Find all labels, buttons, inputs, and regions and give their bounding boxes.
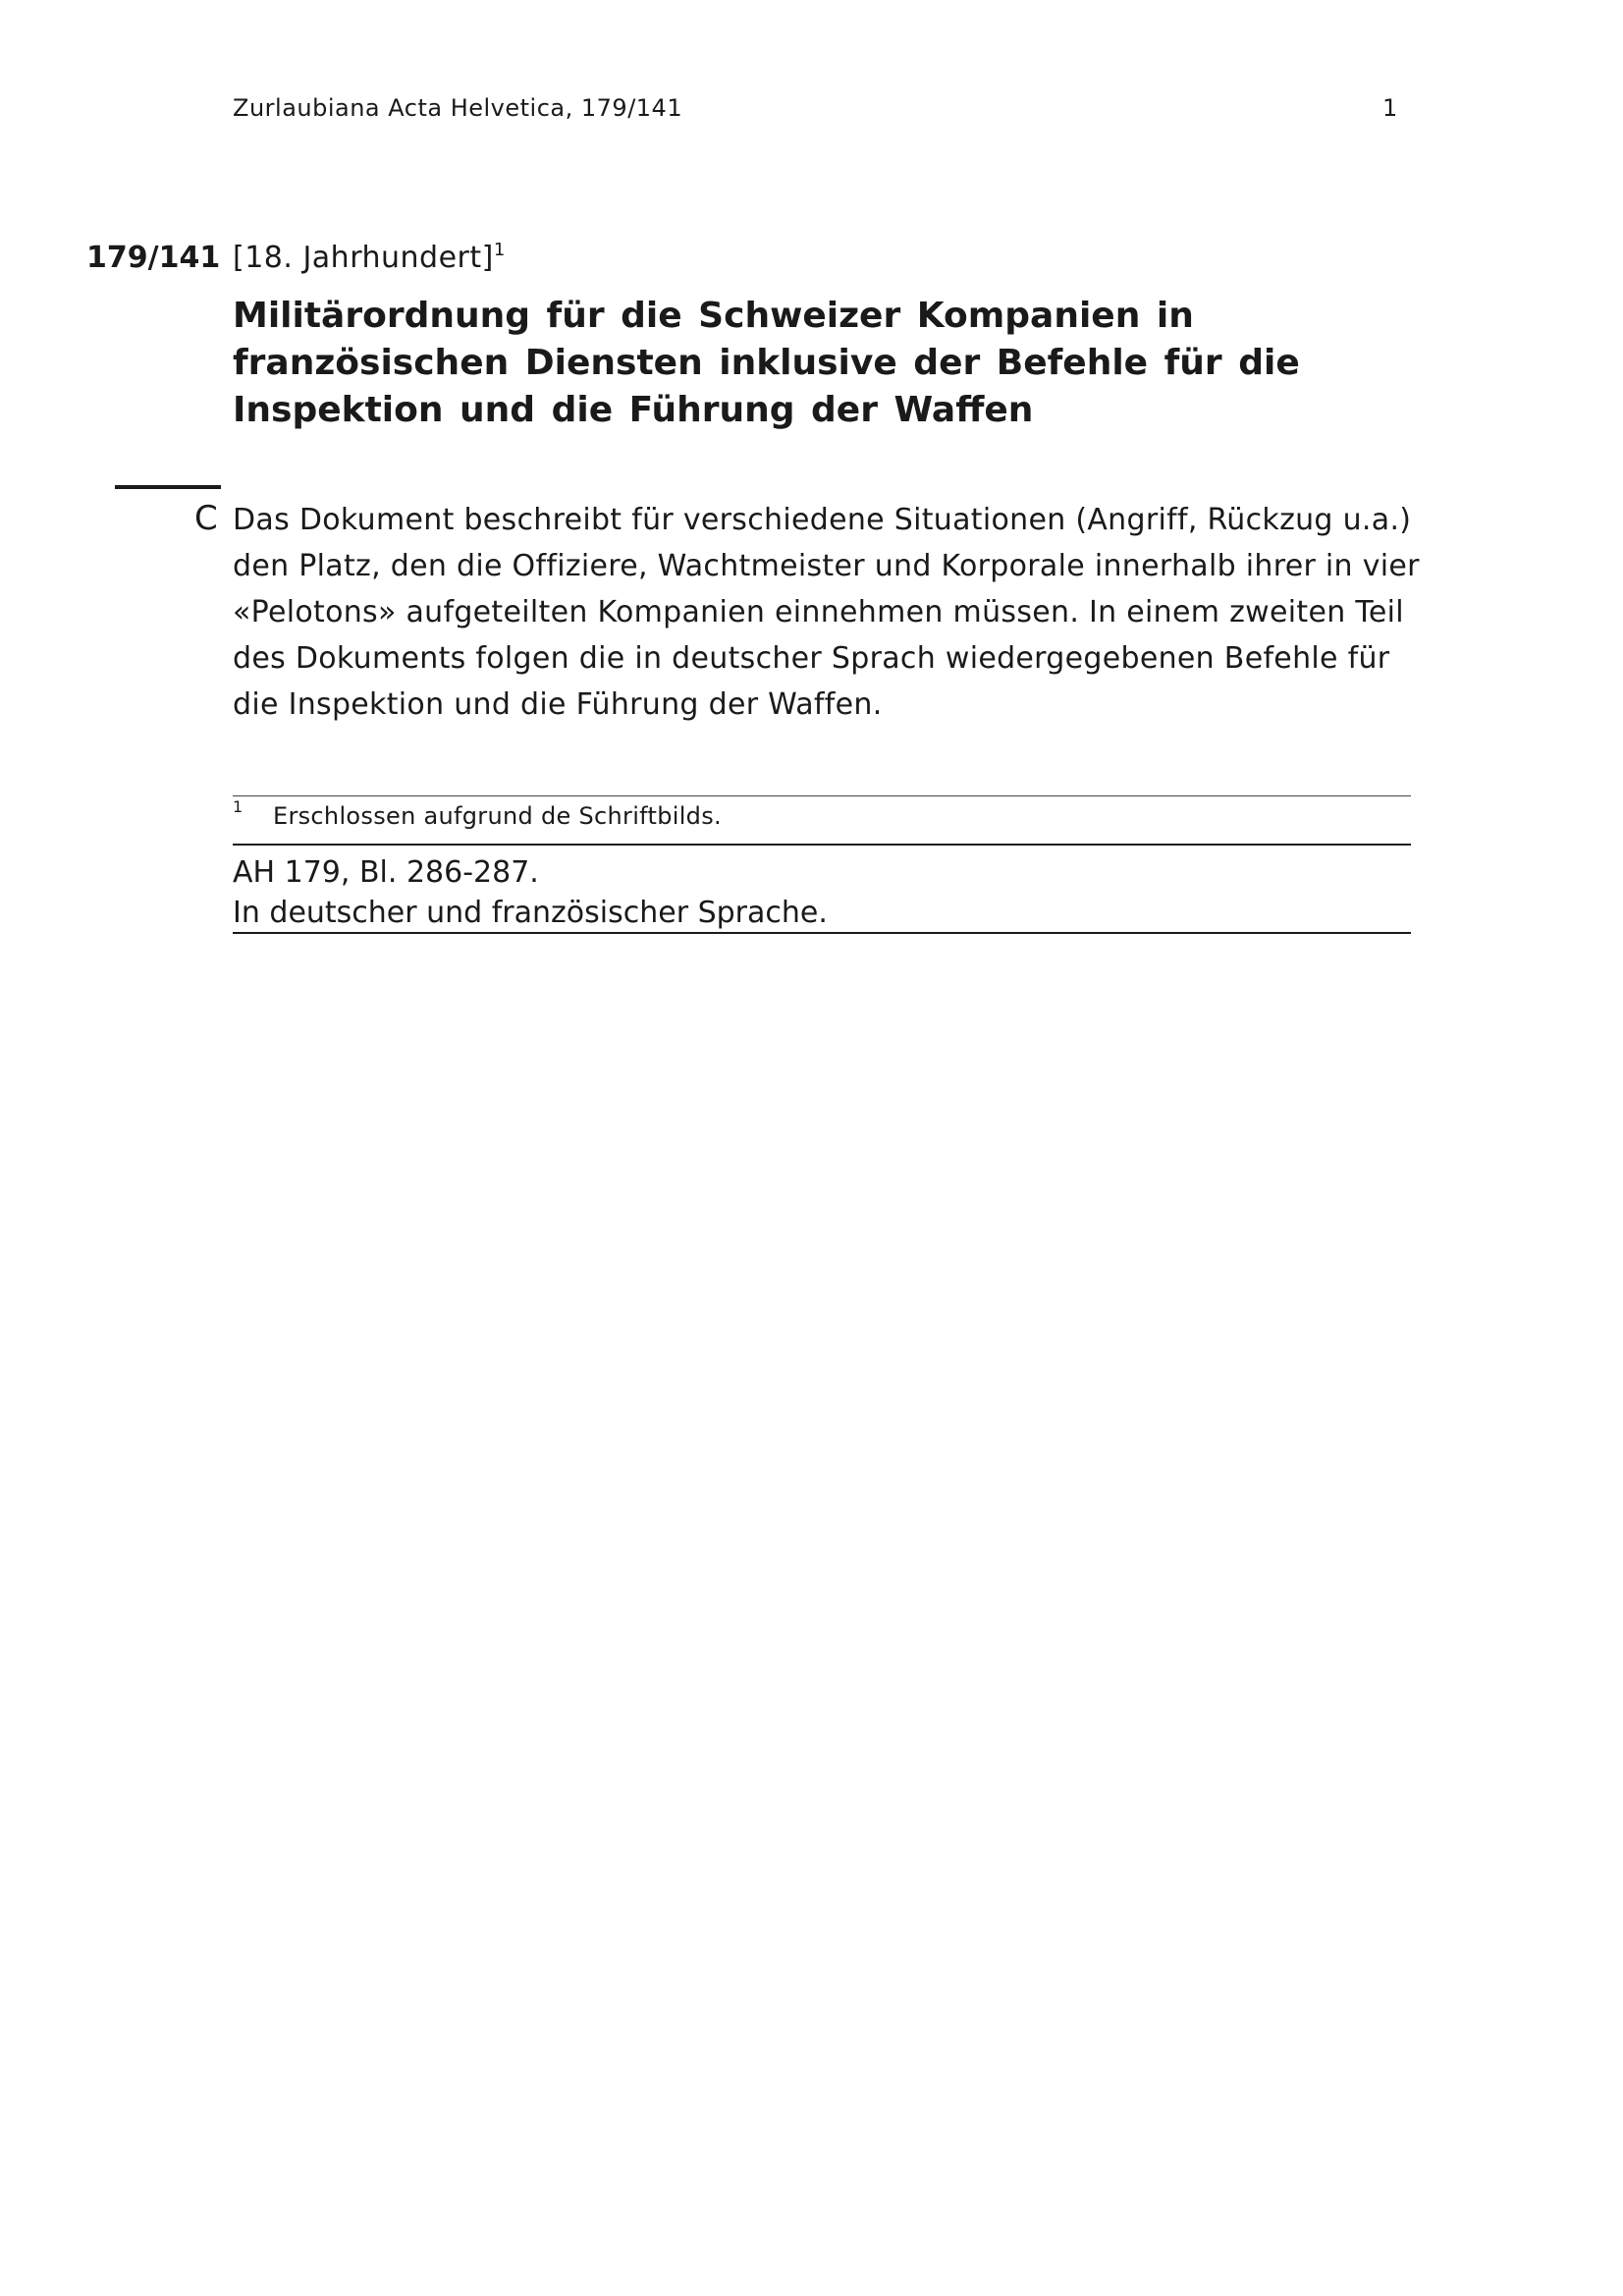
- footnote-text: Erschlossen aufgrund de Schriftbilds.: [273, 802, 722, 830]
- margin-rule: [115, 485, 221, 489]
- entry-number: 179/141: [86, 241, 221, 275]
- section-marker: C: [194, 499, 218, 538]
- entry-title: Militärordnung für die Schweizer Kompanien in französischen Diensten inklusive der Befehle für die Inspektion und die Führung der Waffen: [233, 296, 1300, 430]
- source-line: AH 179, Bl. 286-287.: [233, 855, 539, 890]
- footnote-rule: [233, 795, 1411, 796]
- footnote-mark: 1: [233, 797, 243, 816]
- source-rule-top: [233, 844, 1411, 846]
- regest-line: «Pelotons» aufgeteilten Kompanien einnehmen müssen. In einem zweiten Teil: [233, 595, 1404, 629]
- regest-line: des Dokuments folgen die in deutscher Sprach wiedergegebenen Befehle für: [233, 641, 1390, 676]
- regest-line: Das Dokument beschreibt für verschiedene Situationen (Angriff, Rückzug u.a.): [233, 503, 1412, 537]
- footnote-reference[interactable]: 1: [493, 240, 506, 260]
- regest-paragraph: [233, 497, 1420, 728]
- running-head: Zurlaubiana Acta Helvetica, 179/141: [233, 94, 683, 122]
- regest-line: die Inspektion und die Führung der Waffen.: [233, 687, 883, 722]
- source-block: [233, 852, 828, 933]
- entry-date: [233, 241, 506, 275]
- entry-date-text: [18. Jahrhundert]: [233, 241, 494, 275]
- source-rule-bottom: [233, 932, 1411, 934]
- regest-line: den Platz, den die Offiziere, Wachtmeister und Korporale innerhalb ihrer in vier: [233, 549, 1420, 583]
- page-number: 1: [1382, 94, 1398, 122]
- source-line: In deutscher und französischer Sprache.: [233, 896, 828, 930]
